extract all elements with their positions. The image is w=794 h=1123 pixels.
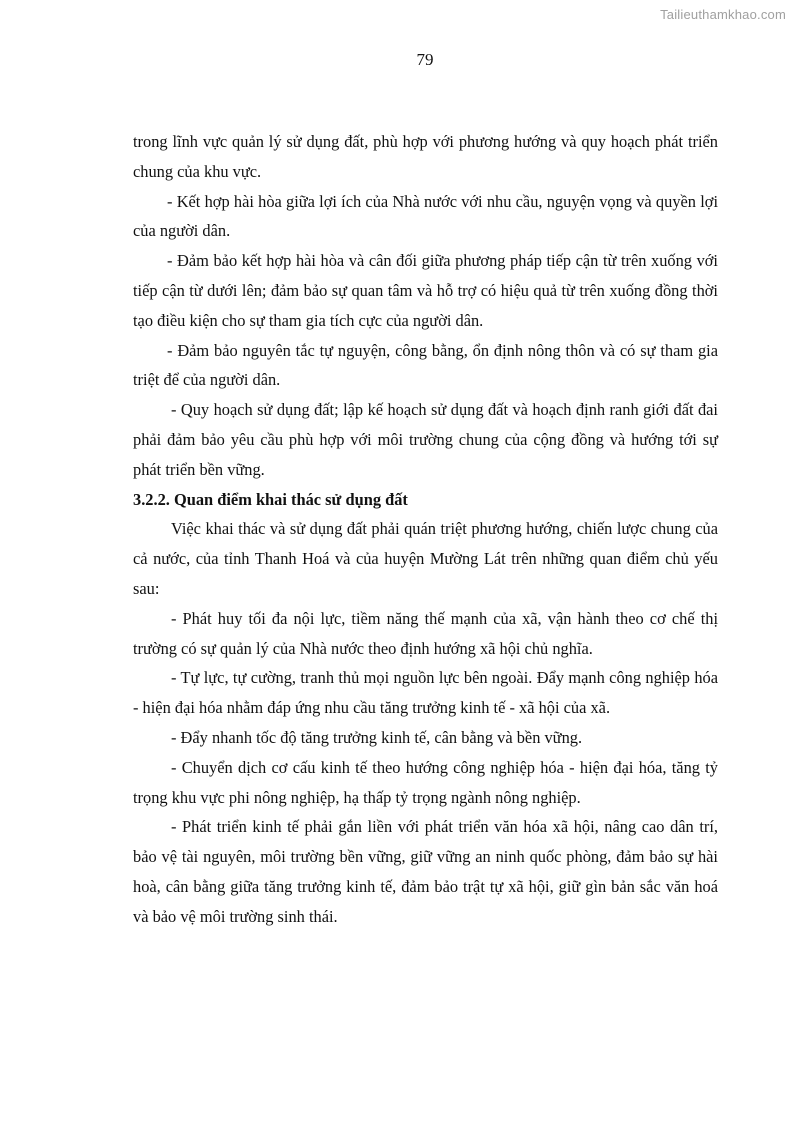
paragraph: - Đảm bảo kết hợp hài hòa và cân đối giữa phương pháp tiếp cận từ trên xuống với tiếp cận từ dưới lên; đảm bảo sự quan tâm và hỗ trợ có hiệu quả từ trên xuống đồng thời tạo điều kiện cho sự tham gia tích cực của người dân.	[133, 251, 718, 330]
paragraph: - Đảm bảo nguyên tắc tự nguyện, công bằng, ổn định nông thôn và có sự tham gia triệt để của người dân.	[133, 340, 718, 390]
paragraph: - Kết hợp hài hòa giữa lợi ích của Nhà nước với nhu cầu, nguyện vọng và quyền lợi của người dân.	[133, 191, 718, 241]
watermark: Tailieuthamkhao.com	[660, 7, 786, 22]
paragraph: - Phát triển kinh tế phải gắn liền với phát triển văn hóa xã hội, nâng cao dân trí, bảo vệ tài nguyên, môi trường bền vững, giữ vững an ninh quốc phòng, đảm bảo sự hài hoà, cân bằng giữa tăng trưởng kinh tế, đảm bảo trật tự xã hội, giữ gìn bản sắc văn hoá và bảo vệ môi trường sinh thái.	[133, 817, 718, 926]
paragraph: - Đẩy nhanh tốc độ tăng trưởng kinh tế, cân bằng và bền vững.	[171, 727, 583, 747]
paragraph: - Tự lực, tự cường, tranh thủ mọi nguồn lực bên ngoài. Đẩy mạnh công nghiệp hóa - hiện đại hóa nhằm đáp ứng nhu cầu tăng trưởng kinh tế - xã hội của xã.	[133, 668, 718, 718]
paragraph: - Chuyển dịch cơ cấu kinh tế theo hướng công nghiệp hóa - hiện đại hóa, tăng tỷ trọng khu vực phi nông nghiệp, hạ thấp tỷ trọng ngành nông nghiệp.	[133, 757, 718, 807]
section-heading: 3.2.2. Quan điểm khai thác sử dụng đất	[133, 489, 408, 509]
paragraph: trong lĩnh vực quản lý sử dụng đất, phù hợp với phương hướng và quy hoạch phát triển chung của khu vực.	[133, 132, 718, 181]
page-number: 79	[416, 50, 434, 69]
paragraph: Việc khai thác và sử dụng đất phải quán triệt phương hướng, chiến lược chung của cả nước, của tỉnh Thanh Hoá và của huyện Mường Lát trên những quan điểm chủ yếu sau:	[133, 519, 718, 598]
paragraph: - Quy hoạch sử dụng đất; lập kế hoạch sử dụng đất và hoạch định ranh giới đất đai phải đảm bảo yêu cầu phù hợp với môi trường chung của cộng đồng và hướng tới sự phát triển bền vững.	[133, 400, 718, 479]
document-body	[133, 127, 718, 932]
paragraph: - Phát huy tối đa nội lực, tiềm năng thế mạnh của xã, vận hành theo cơ chế thị trường có sự quản lý của Nhà nước theo định hướng xã hội chủ nghĩa.	[133, 608, 718, 658]
